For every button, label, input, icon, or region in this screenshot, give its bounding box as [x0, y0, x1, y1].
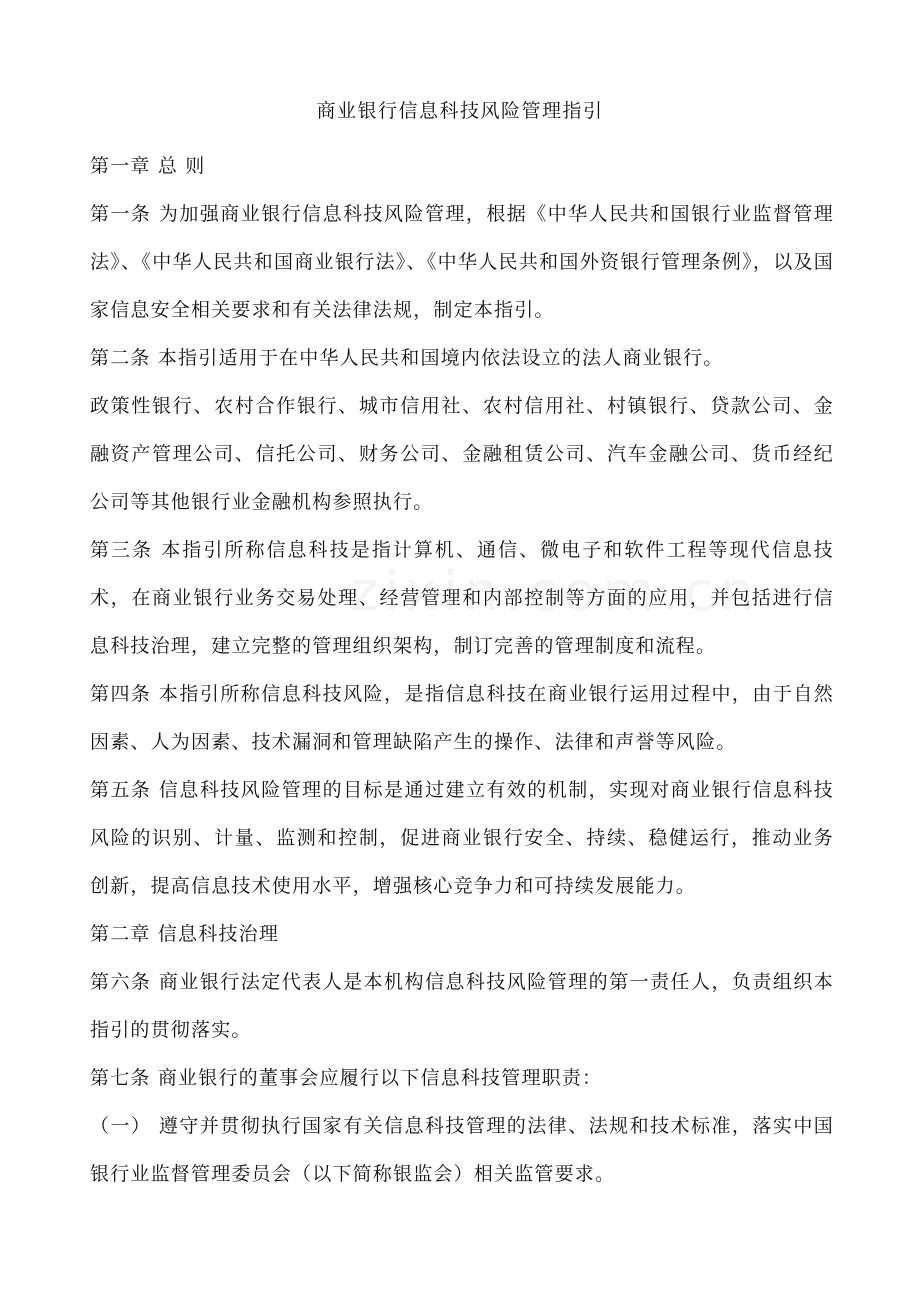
body-paragraph: 政策性银行、农村合作银行、城市信用社、农村信用社、村镇银行、贷款公司、金融资产管理公司、信托公司、财务公司、金融租赁公司、汽车金融公司、货币经纪公司等其他银行业金融机构参照执行。 — [90, 395, 834, 513]
list-item-paragraph: （一） 遵守并贯彻执行国家有关信息科技管理的法律、法规和技术标准，落实中国银行业监督管理委员会（以下简称银监会）相关监管要求。 — [90, 1115, 834, 1185]
article-paragraph: 第五条 信息科技风险管理的目标是通过建立有效的机制，实现对商业银行信息科技风险的识别、计量、监测和控制，促进商业银行安全、持续、稳健运行，推动业务创新，提高信息技术使用水平，增强核心竞争力和可持续发展能力。 — [90, 779, 834, 897]
document-body — [90, 142, 834, 1198]
article-paragraph: 第一条 为加强商业银行信息科技风险管理，根据《中华人民共和国银行业监督管理法》、《中华人民共和国商业银行法》、《中华人民共和国外资银行管理条例》，以及国家信息安全相关要求和有关法律法规，制定本指引。 — [90, 203, 834, 321]
chapter-heading: 第二章 信息科技治理 — [90, 923, 280, 945]
article-paragraph: 第三条 本指引所称信息科技是指计算机、通信、微电子和软件工程等现代信息技术，在商业银行业务交易处理、经营管理和内部控制等方面的应用，并包括进行信息科技治理，建立完整的管理组织架构，制订完善的管理制度和流程。 — [90, 539, 834, 657]
article-paragraph: 第二条 本指引适用于在中华人民共和国境内依法设立的法人商业银行。 — [90, 347, 724, 369]
article-paragraph: 第七条 商业银行的董事会应履行以下信息科技管理职责： — [90, 1067, 603, 1089]
article-paragraph: 第六条 商业银行法定代表人是本机构信息科技风险管理的第一责任人，负责组织本指引的贯彻落实。 — [90, 971, 834, 1041]
chapter-heading: 第一章 总 则 — [90, 155, 206, 177]
article-paragraph: 第四条 本指引所称信息科技风险，是指信息科技在商业银行运用过程中，由于自然因素、人为因素、技术漏洞和管理缺陷产生的操作、法律和声誉等风险。 — [90, 683, 834, 753]
document-title: 商业银行信息科技风险管理指引 — [316, 100, 604, 122]
